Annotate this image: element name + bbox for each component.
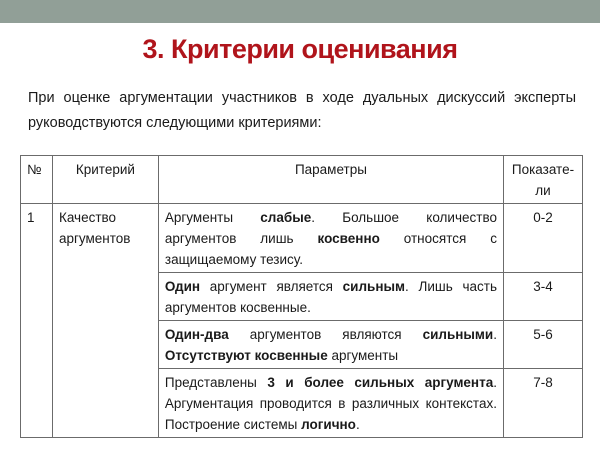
header-params: Параметры [158,156,503,204]
intro-paragraph [28,86,576,136]
intro-line-2: руководствуются следующими критериями: [28,115,322,131]
slide-title: 3. Критерии оценивания [142,34,458,64]
text: аргументов являются [228,327,423,342]
text: . Лишь часть аргументов косвенные. [164,279,497,315]
parameter-cell [158,321,503,369]
parameter-cell [158,273,503,321]
table-row [21,204,583,273]
table-header-row [21,156,583,204]
text: . [355,417,360,432]
bold-text: логично [301,417,356,432]
score-cell: 7-8 [503,369,582,438]
score-cell: 5-6 [503,321,582,369]
header-criterion: Критерий [52,156,158,204]
text: Аргументы [164,210,261,225]
text: Представлены [164,375,268,390]
parameter-cell [158,369,503,438]
text: . Аргументация проводится в различных контекстах. Построение системы [164,375,497,432]
score-cell: 0-2 [503,204,582,273]
bold-text: Отсутствуют косвенные [164,348,328,363]
text: аргументы [327,348,399,363]
bold-text: сильным [342,279,406,294]
text: относятся с защищаемому тезису. [164,231,497,267]
criteria-table [20,155,583,438]
bold-text: Один [164,279,201,294]
parameter-cell [158,204,503,273]
text: аргумент является [200,279,343,294]
criterion-number: 1 [21,204,53,438]
score-cell: 3-4 [503,273,582,321]
bold-text: слабые [260,210,312,225]
bold-text: 3 и более сильных аргумента [267,375,494,390]
bold-text: сильными [422,327,494,342]
slide-top-bar [0,0,600,23]
text: . [493,327,497,342]
header-score: Показате-ли [503,156,582,204]
criterion-name: Качество аргументов [52,204,158,438]
header-num: № [21,156,53,204]
bold-text: Один-два [164,327,229,342]
bold-text: косвенно [317,231,380,246]
intro-line-1: При оценке аргументации участников в ходе дуальных дискуссий эксперты [28,90,576,106]
text: . Большое количество аргументов лишь [164,210,497,246]
